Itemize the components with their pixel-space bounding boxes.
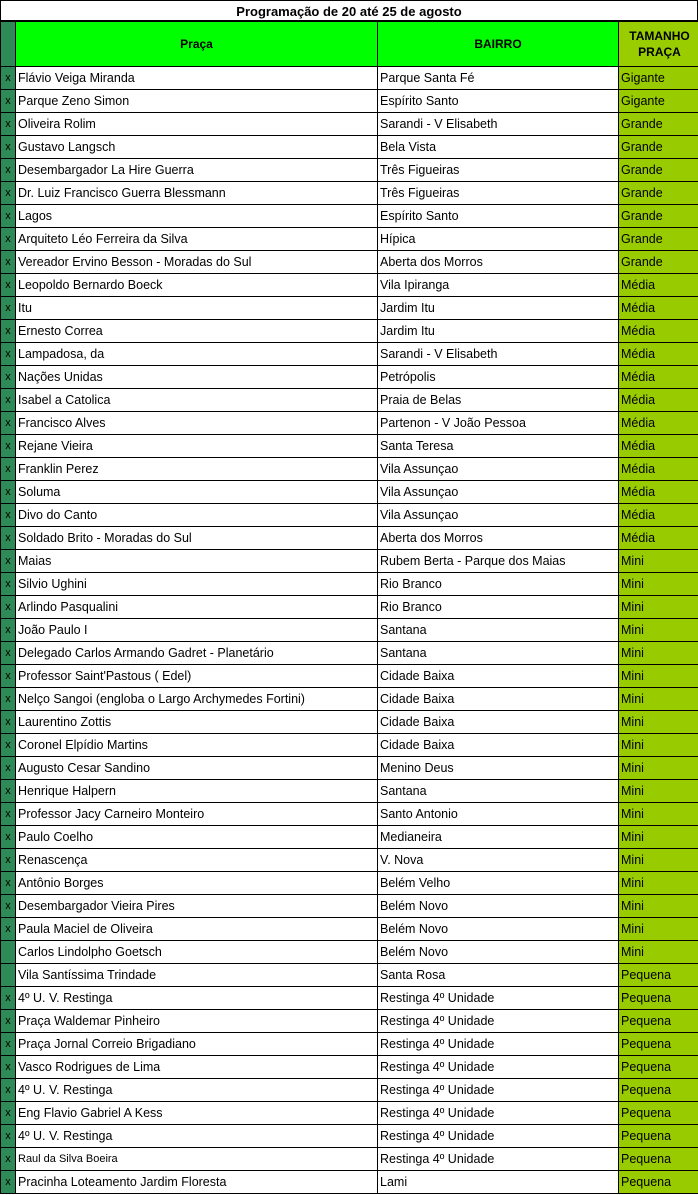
bairro-cell[interactable]: Bela Vista: [378, 136, 619, 159]
praca-cell[interactable]: 4º U. V. Restinga: [16, 1079, 378, 1102]
praca-cell[interactable]: João Paulo I: [16, 619, 378, 642]
header-bairro: BAIRRO: [378, 22, 619, 67]
row-mark-cell[interactable]: x: [1, 872, 16, 895]
row-mark-cell[interactable]: x: [1, 136, 16, 159]
table-row[interactable]: [1, 67, 698, 90]
praca-cell[interactable]: Soluma: [16, 481, 378, 504]
table-row[interactable]: [1, 182, 698, 205]
row-mark-cell[interactable]: x: [1, 573, 16, 596]
bairro-cell[interactable]: Belém Velho: [378, 872, 619, 895]
praca-cell[interactable]: Coronel Elpídio Martins: [16, 734, 378, 757]
praca-cell[interactable]: Paulo Coelho: [16, 826, 378, 849]
praca-cell[interactable]: Arquiteto Léo Ferreira da Silva: [16, 228, 378, 251]
size-cell[interactable]: Mini: [619, 872, 698, 895]
praca-cell[interactable]: Delegado Carlos Armando Gadret - Planetário: [16, 642, 378, 665]
bairro-cell[interactable]: Belém Novo: [378, 918, 619, 941]
praca-cell[interactable]: Praça Jornal Correio Brigadiano: [16, 1033, 378, 1056]
size-cell[interactable]: Pequena: [619, 1079, 698, 1102]
row-mark-cell[interactable]: x: [1, 435, 16, 458]
table-row[interactable]: [1, 619, 698, 642]
row-mark-cell[interactable]: x: [1, 1079, 16, 1102]
size-cell[interactable]: Mini: [619, 573, 698, 596]
table-row[interactable]: [1, 504, 698, 527]
praca-cell[interactable]: Henrique Halpern: [16, 780, 378, 803]
bairro-cell[interactable]: Jardim Itu: [378, 320, 619, 343]
size-cell[interactable]: Grande: [619, 228, 698, 251]
schedule-table: [0, 21, 698, 1194]
row-mark-cell[interactable]: x: [1, 297, 16, 320]
bairro-cell[interactable]: Partenon - V João Pessoa: [378, 412, 619, 435]
table-row[interactable]: [1, 757, 698, 780]
row-mark-cell[interactable]: x: [1, 918, 16, 941]
bairro-cell[interactable]: Vila Assunçao: [378, 458, 619, 481]
row-mark-cell[interactable]: x: [1, 389, 16, 412]
size-cell[interactable]: Média: [619, 366, 698, 389]
praca-cell[interactable]: Vila Santíssima Trindade: [16, 964, 378, 987]
row-mark-cell[interactable]: [1, 941, 16, 964]
bairro-cell[interactable]: Restinga 4º Unidade: [378, 1079, 619, 1102]
row-mark-cell[interactable]: x: [1, 366, 16, 389]
row-mark-cell[interactable]: x: [1, 757, 16, 780]
bairro-cell[interactable]: Santa Teresa: [378, 435, 619, 458]
size-cell[interactable]: Mini: [619, 849, 698, 872]
size-cell[interactable]: Mini: [619, 734, 698, 757]
row-mark-cell[interactable]: x: [1, 1102, 16, 1125]
size-cell[interactable]: Mini: [619, 941, 698, 964]
bairro-cell[interactable]: Restinga 4º Unidade: [378, 1010, 619, 1033]
row-mark-cell[interactable]: x: [1, 228, 16, 251]
bairro-cell[interactable]: Cidade Baixa: [378, 665, 619, 688]
row-mark-cell[interactable]: x: [1, 182, 16, 205]
bairro-cell[interactable]: Restinga 4º Unidade: [378, 1033, 619, 1056]
size-cell[interactable]: Mini: [619, 803, 698, 826]
bairro-cell[interactable]: Parque Santa Fé: [378, 67, 619, 90]
praca-cell[interactable]: Professor Saint'Pastous ( Edel): [16, 665, 378, 688]
row-mark-cell[interactable]: x: [1, 1125, 16, 1148]
praca-cell[interactable]: Lagos: [16, 205, 378, 228]
praca-cell[interactable]: Arlindo Pasqualini: [16, 596, 378, 619]
row-mark-cell[interactable]: x: [1, 665, 16, 688]
size-cell[interactable]: Média: [619, 527, 698, 550]
row-mark-cell[interactable]: x: [1, 987, 16, 1010]
table-row[interactable]: [1, 596, 698, 619]
table-row[interactable]: [1, 90, 698, 113]
size-cell[interactable]: Mini: [619, 688, 698, 711]
bairro-cell[interactable]: Santana: [378, 619, 619, 642]
size-cell[interactable]: Grande: [619, 136, 698, 159]
row-mark-cell[interactable]: x: [1, 711, 16, 734]
table-row[interactable]: [1, 711, 698, 734]
row-mark-cell[interactable]: x: [1, 803, 16, 826]
praca-cell[interactable]: Lampadosa, da: [16, 343, 378, 366]
row-mark-cell[interactable]: x: [1, 1010, 16, 1033]
bairro-cell[interactable]: Rio Branco: [378, 596, 619, 619]
bairro-cell[interactable]: Restinga 4º Unidade: [378, 987, 619, 1010]
table-row[interactable]: [1, 688, 698, 711]
praca-cell[interactable]: Nações Unidas: [16, 366, 378, 389]
praca-cell[interactable]: Ernesto Correa: [16, 320, 378, 343]
bairro-cell[interactable]: Restinga 4º Unidade: [378, 1148, 619, 1171]
size-cell[interactable]: Grande: [619, 205, 698, 228]
bairro-cell[interactable]: Espírito Santo: [378, 205, 619, 228]
row-mark-cell[interactable]: [1, 964, 16, 987]
table-row[interactable]: [1, 964, 698, 987]
bairro-cell[interactable]: Petrópolis: [378, 366, 619, 389]
row-mark-cell[interactable]: x: [1, 527, 16, 550]
size-cell[interactable]: Média: [619, 297, 698, 320]
table-row[interactable]: [1, 251, 698, 274]
header-mark-cell: [1, 22, 16, 67]
praca-cell[interactable]: Professor Jacy Carneiro Monteiro: [16, 803, 378, 826]
size-cell[interactable]: Pequena: [619, 1125, 698, 1148]
praca-cell[interactable]: Renascença: [16, 849, 378, 872]
table-row[interactable]: [1, 872, 698, 895]
size-cell[interactable]: Média: [619, 412, 698, 435]
bairro-cell[interactable]: Aberta dos Morros: [378, 251, 619, 274]
row-mark-cell[interactable]: x: [1, 688, 16, 711]
table-row[interactable]: [1, 1079, 698, 1102]
bairro-cell[interactable]: Hípica: [378, 228, 619, 251]
bairro-cell[interactable]: Rubem Berta - Parque dos Maias: [378, 550, 619, 573]
size-cell[interactable]: Pequena: [619, 1010, 698, 1033]
row-mark-cell[interactable]: x: [1, 159, 16, 182]
size-cell[interactable]: Mini: [619, 665, 698, 688]
praca-cell[interactable]: Laurentino Zottis: [16, 711, 378, 734]
row-mark-cell[interactable]: x: [1, 826, 16, 849]
praca-cell[interactable]: Silvio Ughini: [16, 573, 378, 596]
row-mark-cell[interactable]: x: [1, 849, 16, 872]
table-row[interactable]: [1, 780, 698, 803]
praca-cell[interactable]: Maias: [16, 550, 378, 573]
bairro-cell[interactable]: Belém Novo: [378, 941, 619, 964]
size-cell[interactable]: Mini: [619, 550, 698, 573]
size-cell[interactable]: Pequena: [619, 1148, 698, 1171]
size-cell[interactable]: Média: [619, 481, 698, 504]
table-row[interactable]: [1, 274, 698, 297]
bairro-cell[interactable]: Menino Deus: [378, 757, 619, 780]
table-row[interactable]: [1, 1010, 698, 1033]
praca-cell[interactable]: Gustavo Langsch: [16, 136, 378, 159]
bairro-cell[interactable]: Espírito Santo: [378, 90, 619, 113]
size-cell[interactable]: Mini: [619, 596, 698, 619]
praca-cell[interactable]: Antônio Borges: [16, 872, 378, 895]
table-row[interactable]: [1, 550, 698, 573]
table-row[interactable]: [1, 136, 698, 159]
row-mark-cell[interactable]: x: [1, 504, 16, 527]
size-cell[interactable]: Mini: [619, 642, 698, 665]
bairro-cell[interactable]: Aberta dos Morros: [378, 527, 619, 550]
size-cell[interactable]: Pequena: [619, 1033, 698, 1056]
table-row[interactable]: [1, 205, 698, 228]
size-cell[interactable]: Mini: [619, 826, 698, 849]
table-row[interactable]: [1, 343, 698, 366]
table-row[interactable]: [1, 159, 698, 182]
size-cell[interactable]: Média: [619, 343, 698, 366]
size-cell[interactable]: Mini: [619, 711, 698, 734]
praca-cell[interactable]: Pracinha Loteamento Jardim Floresta: [16, 1171, 378, 1194]
praca-cell[interactable]: Oliveira Rolim: [16, 113, 378, 136]
row-mark-cell[interactable]: x: [1, 1056, 16, 1079]
sheet-title: Programação de 20 até 25 de agosto: [0, 0, 698, 21]
table-row[interactable]: [1, 1033, 698, 1056]
bairro-cell[interactable]: Sarandi - V Elisabeth: [378, 113, 619, 136]
bairro-cell[interactable]: Rio Branco: [378, 573, 619, 596]
row-mark-cell[interactable]: x: [1, 642, 16, 665]
bairro-cell[interactable]: Cidade Baixa: [378, 734, 619, 757]
row-mark-cell[interactable]: x: [1, 481, 16, 504]
bairro-cell[interactable]: Restinga 4º Unidade: [378, 1056, 619, 1079]
row-mark-cell[interactable]: x: [1, 619, 16, 642]
size-cell[interactable]: Média: [619, 458, 698, 481]
size-cell[interactable]: Gigante: [619, 67, 698, 90]
praca-cell[interactable]: Francisco Alves: [16, 412, 378, 435]
size-cell[interactable]: Média: [619, 435, 698, 458]
size-cell[interactable]: Gigante: [619, 90, 698, 113]
bairro-cell[interactable]: Restinga 4º Unidade: [378, 1102, 619, 1125]
praca-cell[interactable]: Flávio Veiga Miranda: [16, 67, 378, 90]
bairro-cell[interactable]: Vila Assunçao: [378, 504, 619, 527]
row-mark-cell[interactable]: x: [1, 274, 16, 297]
table-row[interactable]: [1, 987, 698, 1010]
bairro-cell[interactable]: Lami: [378, 1171, 619, 1194]
bairro-cell[interactable]: Santo Antonio: [378, 803, 619, 826]
table-row[interactable]: [1, 481, 698, 504]
table-row[interactable]: [1, 642, 698, 665]
table-row[interactable]: [1, 527, 698, 550]
header-size-line2: PRAÇA: [638, 45, 681, 59]
praca-cell[interactable]: 4º U. V. Restinga: [16, 987, 378, 1010]
praca-cell[interactable]: Leopoldo Bernardo Boeck: [16, 274, 378, 297]
praca-cell[interactable]: Paula Maciel de Oliveira: [16, 918, 378, 941]
size-cell[interactable]: Pequena: [619, 1102, 698, 1125]
table-row[interactable]: [1, 826, 698, 849]
row-mark-cell[interactable]: x: [1, 1033, 16, 1056]
bairro-cell[interactable]: Santana: [378, 642, 619, 665]
row-mark-cell[interactable]: x: [1, 1148, 16, 1171]
size-cell[interactable]: Mini: [619, 757, 698, 780]
bairro-cell[interactable]: Vila Assunçao: [378, 481, 619, 504]
row-mark-cell[interactable]: x: [1, 780, 16, 803]
table-row[interactable]: [1, 918, 698, 941]
praca-cell[interactable]: Soldado Brito - Moradas do Sul: [16, 527, 378, 550]
praca-cell[interactable]: Vereador Ervino Besson - Moradas do Sul: [16, 251, 378, 274]
table-row[interactable]: [1, 435, 698, 458]
size-cell[interactable]: Média: [619, 320, 698, 343]
table-row[interactable]: [1, 1102, 698, 1125]
size-cell[interactable]: Mini: [619, 619, 698, 642]
bairro-cell[interactable]: Vila Ipiranga: [378, 274, 619, 297]
row-mark-cell[interactable]: x: [1, 412, 16, 435]
praca-cell[interactable]: Carlos Lindolpho Goetsch: [16, 941, 378, 964]
row-mark-cell[interactable]: x: [1, 343, 16, 366]
header-row: [1, 22, 698, 67]
praca-cell[interactable]: 4º U. V. Restinga: [16, 1125, 378, 1148]
row-mark-cell[interactable]: x: [1, 90, 16, 113]
bairro-cell[interactable]: Jardim Itu: [378, 297, 619, 320]
row-mark-cell[interactable]: x: [1, 205, 16, 228]
table-row[interactable]: [1, 297, 698, 320]
bairro-cell[interactable]: Cidade Baixa: [378, 688, 619, 711]
table-row[interactable]: [1, 734, 698, 757]
size-cell[interactable]: Média: [619, 389, 698, 412]
bairro-cell[interactable]: Três Figueiras: [378, 182, 619, 205]
table-row[interactable]: [1, 849, 698, 872]
praca-cell[interactable]: Desembargador La Hire Guerra: [16, 159, 378, 182]
praca-cell[interactable]: Raul da Silva Boeira: [16, 1148, 378, 1171]
header-size: [619, 22, 698, 67]
table-row[interactable]: [1, 1171, 698, 1194]
table-row[interactable]: [1, 895, 698, 918]
size-cell[interactable]: Pequena: [619, 1056, 698, 1079]
row-mark-cell[interactable]: x: [1, 550, 16, 573]
bairro-cell[interactable]: Santa Rosa: [378, 964, 619, 987]
size-cell[interactable]: Média: [619, 504, 698, 527]
size-cell[interactable]: Pequena: [619, 1171, 698, 1194]
table-row[interactable]: [1, 320, 698, 343]
size-cell[interactable]: Grande: [619, 113, 698, 136]
bairro-cell[interactable]: Medianeira: [378, 826, 619, 849]
table-row[interactable]: [1, 573, 698, 596]
row-mark-cell[interactable]: x: [1, 734, 16, 757]
praca-cell[interactable]: Parque Zeno Simon: [16, 90, 378, 113]
size-cell[interactable]: Pequena: [619, 987, 698, 1010]
bairro-cell[interactable]: Sarandi - V Elisabeth: [378, 343, 619, 366]
row-mark-cell[interactable]: x: [1, 596, 16, 619]
bairro-cell[interactable]: Três Figueiras: [378, 159, 619, 182]
praca-cell[interactable]: Franklin Perez: [16, 458, 378, 481]
row-mark-cell[interactable]: x: [1, 113, 16, 136]
table-row[interactable]: [1, 1056, 698, 1079]
bairro-cell[interactable]: Cidade Baixa: [378, 711, 619, 734]
praca-cell[interactable]: Dr. Luiz Francisco Guerra Blessmann: [16, 182, 378, 205]
bairro-cell[interactable]: Belém Novo: [378, 895, 619, 918]
bairro-cell[interactable]: V. Nova: [378, 849, 619, 872]
size-cell[interactable]: Grande: [619, 159, 698, 182]
size-cell[interactable]: Grande: [619, 251, 698, 274]
praca-cell[interactable]: Vasco Rodrigues de Lima: [16, 1056, 378, 1079]
header-size-line1: TAMANHO: [629, 29, 690, 43]
size-cell[interactable]: Mini: [619, 780, 698, 803]
size-cell[interactable]: Mini: [619, 918, 698, 941]
size-cell[interactable]: Mini: [619, 895, 698, 918]
bairro-cell[interactable]: Praia de Belas: [378, 389, 619, 412]
table-row[interactable]: [1, 803, 698, 826]
praca-cell[interactable]: Praça Waldemar Pinheiro: [16, 1010, 378, 1033]
table-row[interactable]: [1, 389, 698, 412]
header-praca: Praça: [16, 22, 378, 67]
praca-cell[interactable]: Divo do Canto: [16, 504, 378, 527]
praca-cell[interactable]: Desembargador Vieira Pires: [16, 895, 378, 918]
size-cell[interactable]: Média: [619, 274, 698, 297]
row-mark-cell[interactable]: x: [1, 67, 16, 90]
size-cell[interactable]: Grande: [619, 182, 698, 205]
row-mark-cell[interactable]: x: [1, 320, 16, 343]
table-row[interactable]: [1, 665, 698, 688]
row-mark-cell[interactable]: x: [1, 458, 16, 481]
table-row[interactable]: [1, 366, 698, 389]
bairro-cell[interactable]: Santana: [378, 780, 619, 803]
size-cell[interactable]: Pequena: [619, 964, 698, 987]
table-row[interactable]: [1, 412, 698, 435]
table-row[interactable]: [1, 1148, 698, 1171]
row-mark-cell[interactable]: x: [1, 895, 16, 918]
praca-cell[interactable]: Eng Flavio Gabriel A Kess: [16, 1102, 378, 1125]
praca-cell[interactable]: Itu: [16, 297, 378, 320]
row-mark-cell[interactable]: x: [1, 251, 16, 274]
praca-cell[interactable]: Nelço Sangoi (engloba o Largo Archymedes Fortini): [16, 688, 378, 711]
table-row[interactable]: [1, 1125, 698, 1148]
praca-cell[interactable]: Augusto Cesar Sandino: [16, 757, 378, 780]
praca-cell[interactable]: Isabel a Catolica: [16, 389, 378, 412]
table-row[interactable]: [1, 941, 698, 964]
bairro-cell[interactable]: Restinga 4º Unidade: [378, 1125, 619, 1148]
table-row[interactable]: [1, 228, 698, 251]
table-row[interactable]: [1, 458, 698, 481]
row-mark-cell[interactable]: x: [1, 1171, 16, 1194]
praca-cell[interactable]: Rejane Vieira: [16, 435, 378, 458]
table-row[interactable]: [1, 113, 698, 136]
